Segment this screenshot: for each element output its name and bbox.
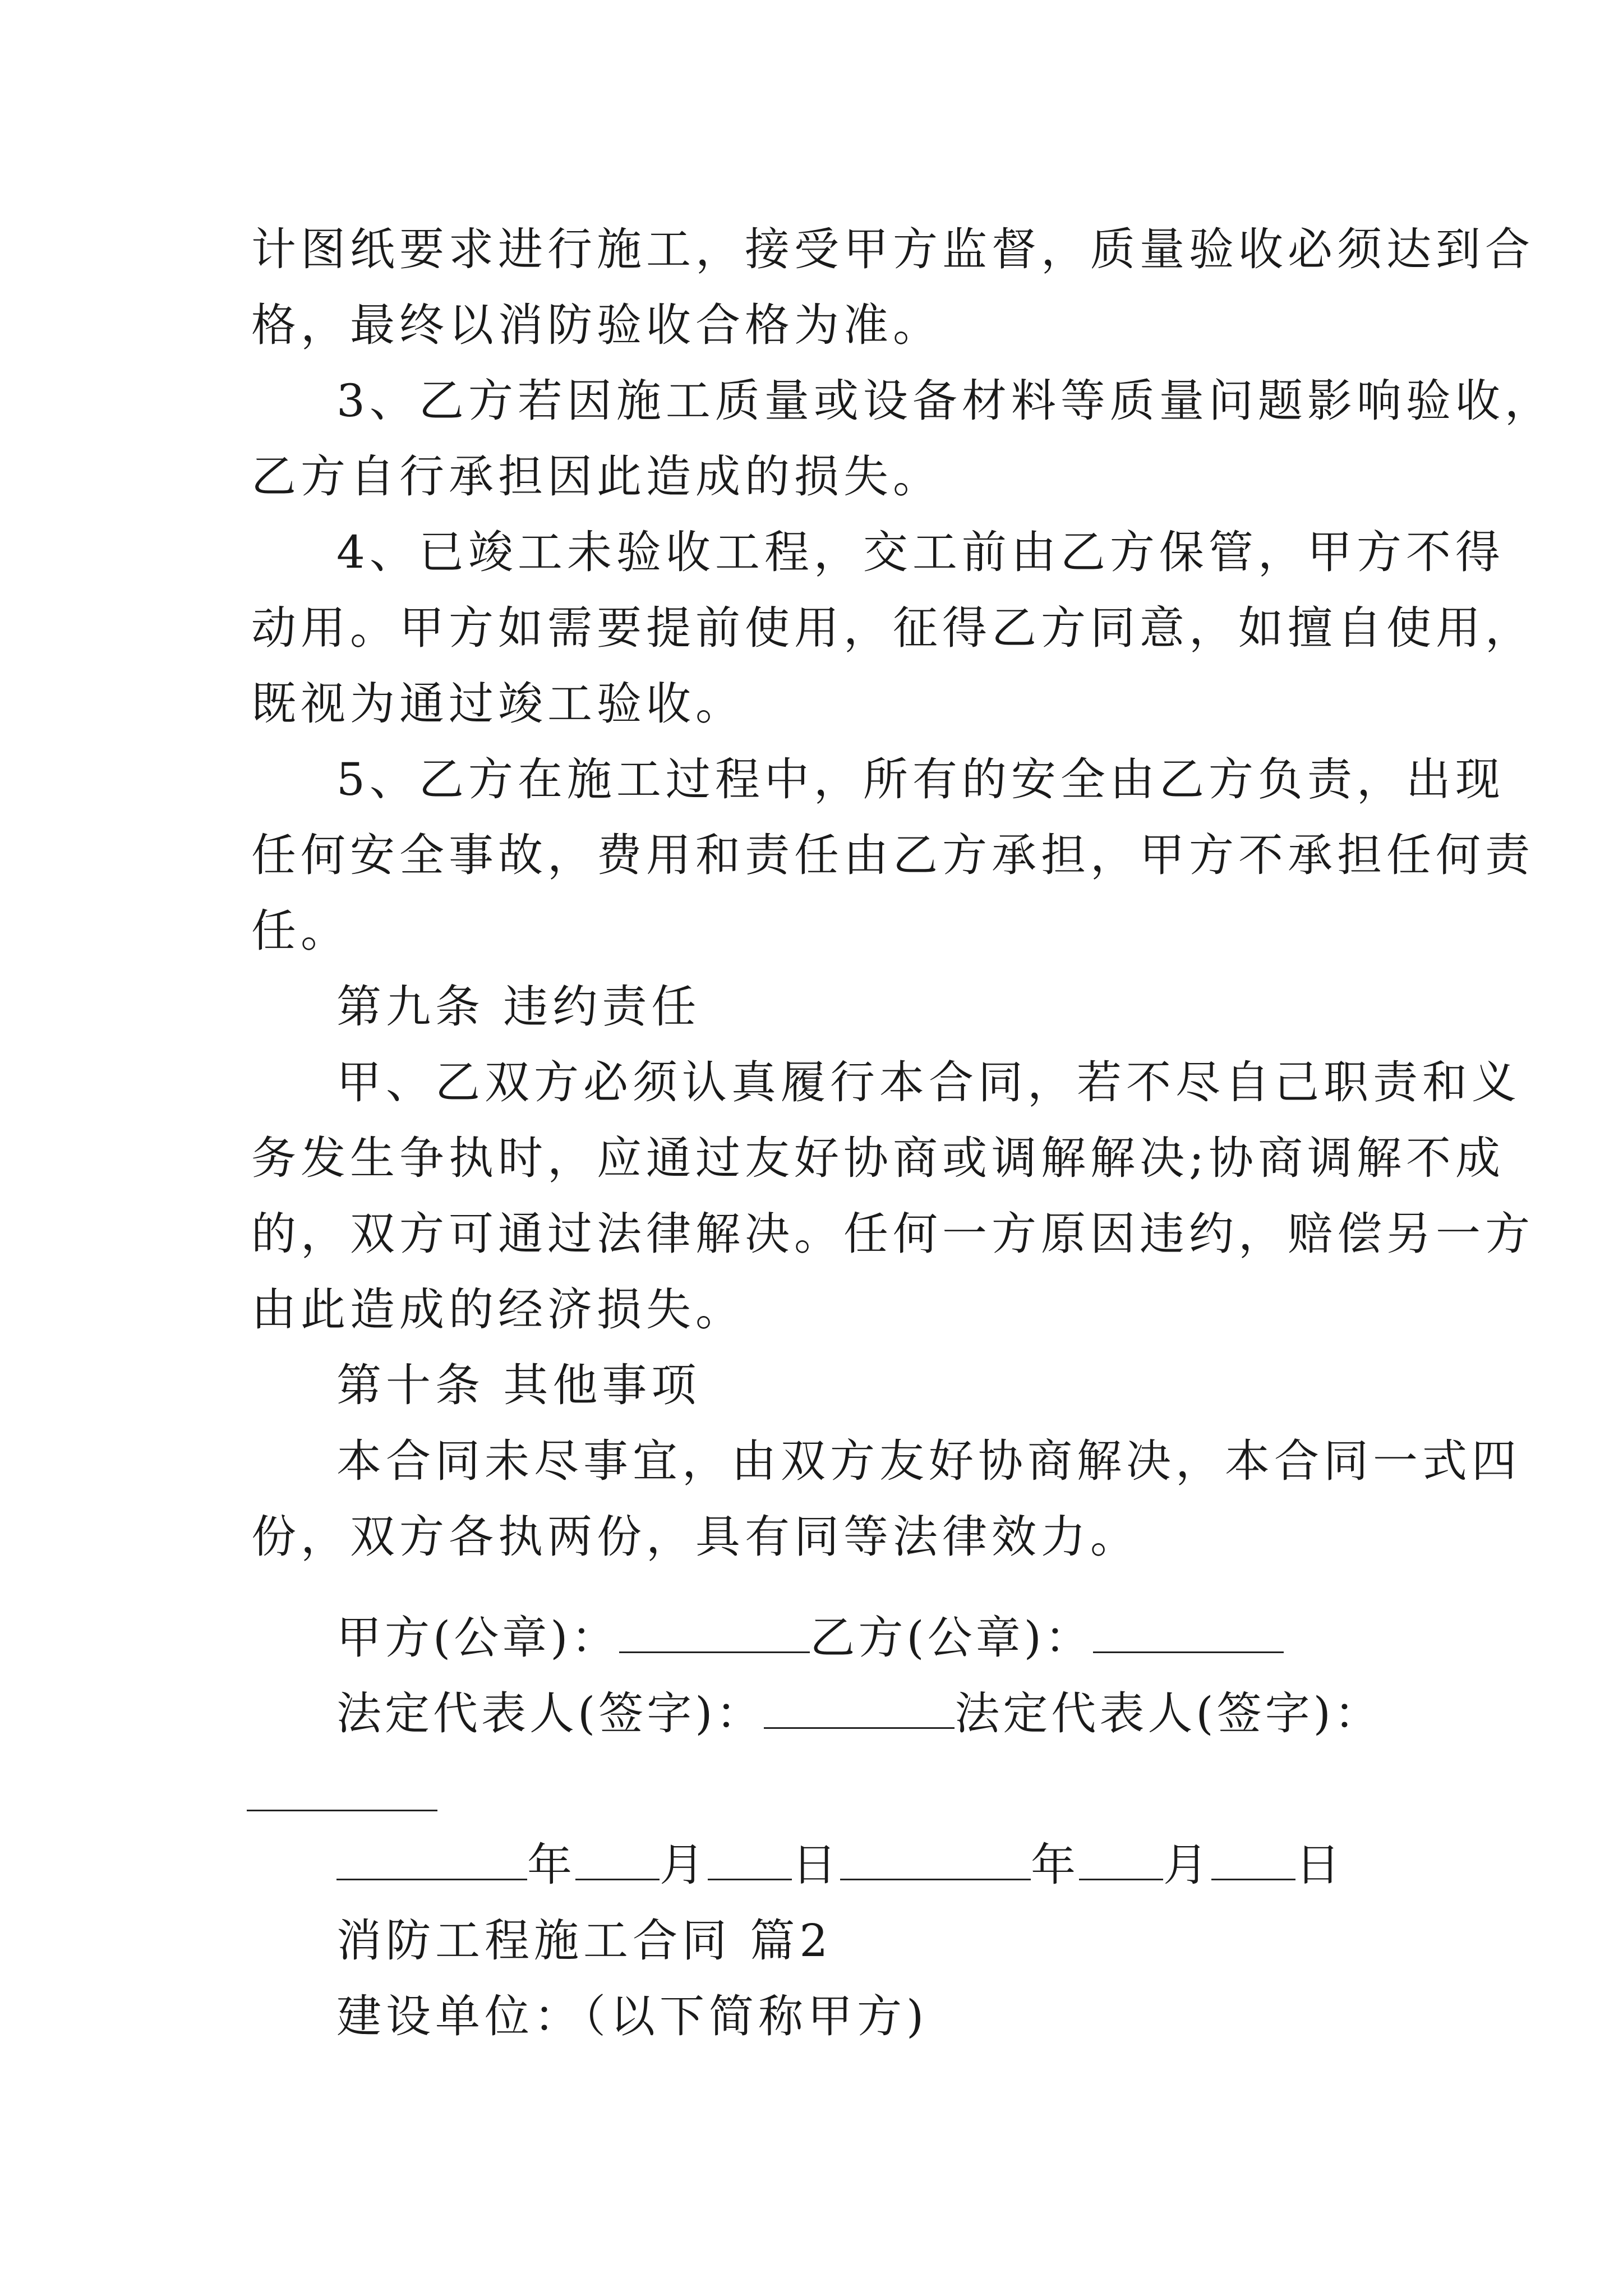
paragraph-line: 的，双方可通过法律解决。任何一方原因违约，赔偿另一方: [251, 1208, 1534, 1260]
builder-unit-line: 建设单位：（以下简称甲方): [336, 1990, 929, 2042]
day-a-blank[interactable]: [708, 1839, 792, 1880]
party-a-seal-label: 甲方(公章)：: [336, 1612, 620, 1664]
legal-rep-b-label: 法定代表人(签字)：: [955, 1687, 1382, 1740]
legal-rep-a-label: 法定代表人(签字)：: [336, 1687, 764, 1740]
article-heading: 第十条 其他事项: [336, 1359, 701, 1411]
day-b-blank[interactable]: [1211, 1839, 1295, 1880]
paragraph-line: 格，最终以消防验收合格为准。: [251, 299, 942, 351]
article-heading: 第九条 违约责任: [336, 981, 701, 1033]
date-row: [336, 1837, 1344, 1893]
day-a-label: 日: [792, 1839, 840, 1891]
party-a-seal-blank[interactable]: [619, 1612, 810, 1653]
year-b-label: 年: [1031, 1839, 1079, 1891]
month-b-blank[interactable]: [1079, 1839, 1163, 1880]
legal-rep-a-blank[interactable]: [764, 1688, 955, 1729]
paragraph-line: 任何安全事故，费用和责任由乙方承担，甲方不承担任何责: [251, 829, 1534, 881]
year-a-label: 年: [527, 1839, 575, 1891]
seal-row: [336, 1610, 1284, 1666]
paragraph-line: 4、已竣工未验收工程，交工前由乙方保管，甲方不得: [336, 526, 1505, 578]
paragraph-line: 务发生争执时，应通过友好协商或调解解决;协商调解不成: [251, 1132, 1505, 1184]
paragraph-line: 份，双方各执两份，具有同等法律效力。: [251, 1511, 1140, 1563]
month-a-label: 月: [660, 1839, 708, 1891]
paragraph-line: 计图纸要求进行施工，接受甲方监督，质量验收必须达到合: [251, 223, 1534, 275]
paragraph-line: 5、乙方在施工过程中，所有的安全由乙方负责，出现: [336, 753, 1505, 806]
legal-rep-b-blank[interactable]: [247, 1810, 437, 1811]
paragraph-line: 动用。甲方如需要提前使用，征得乙方同意，如擅自使用，: [251, 602, 1534, 654]
paragraph-line: 由此造成的经济损失。: [251, 1283, 745, 1336]
paragraph-line: 乙方自行承担因此造成的损失。: [251, 450, 942, 503]
paragraph-line: 3、乙方若因施工质量或设备材料等质量问题影响验收，: [336, 375, 1554, 427]
year-b-blank[interactable]: [840, 1839, 1031, 1880]
month-a-blank[interactable]: [575, 1839, 660, 1880]
year-a-blank[interactable]: [336, 1839, 527, 1880]
party-b-seal-blank[interactable]: [1093, 1612, 1284, 1653]
party-b-seal-label: 乙方(公章)：: [810, 1612, 1093, 1664]
month-b-label: 月: [1163, 1839, 1211, 1891]
paragraph-line: 既视为通过竣工验收。: [251, 678, 745, 730]
section-title: 消防工程施工合同 篇2: [336, 1915, 833, 1967]
day-b-label: 日: [1295, 1839, 1344, 1891]
paragraph-line: 本合同未尽事宜，由双方友好协商解决，本合同一式四: [336, 1435, 1521, 1487]
legal-rep-row: [336, 1686, 1382, 1742]
paragraph-line: 甲、乙双方必须认真履行本合同，若不尽自己职责和义: [336, 1056, 1521, 1108]
paragraph-line: 任。: [251, 905, 350, 957]
